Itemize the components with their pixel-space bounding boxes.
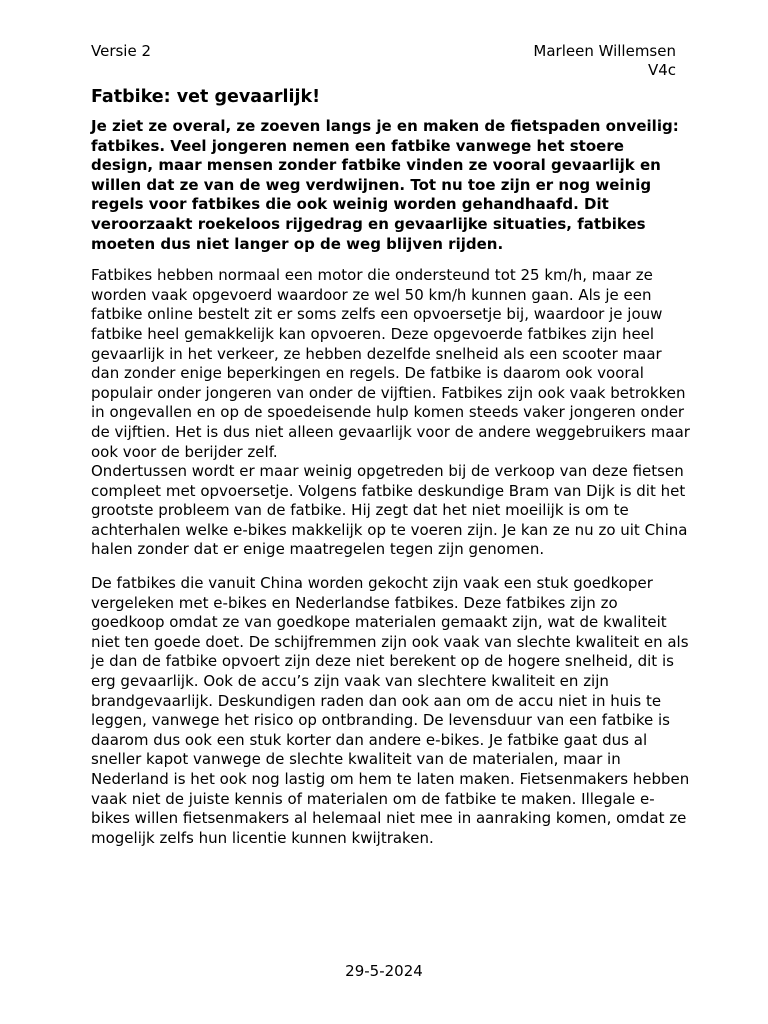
document-body	[91, 117, 691, 848]
footer-date: 29-5-2024	[345, 962, 423, 980]
version-label: Versie 2	[91, 42, 152, 60]
class-label: V4c	[647, 61, 676, 79]
paragraph-spacer	[91, 560, 691, 574]
author-block	[533, 42, 676, 80]
body-paragraph: De fatbikes die vanuit China worden gekocht zijn vaak een stuk goedkoper vergeleken met e-bikes en Nederlandse fatbikes. Deze fatbikes zijn zo goedkoop omdat ze van goedkope materialen gemaakt zijn, wat de kwaliteit niet ten goede doet. De schijfremmen zijn ook vaak van slechte kwaliteit en als je dan de fatbike opvoert zijn deze niet berekent op de hogere snelheid, dit is erg gevaarlijk. Ook de accu’s zijn vaak van slechtere kwaliteit en zijn brandgevaarlijk. Deskundigen raden dan ook aan om de accu niet in huis te leggen, vanwege het risico op ontbranding. De levensduur van een fatbike is daarom dus ook een stuk korter dan andere e-bikes. Je fatbike gaat dus al sneller kapot vanwege de slechte kwaliteit van de materialen, maar in Nederland is het ook nog lastig om hem te laten maken. Fietsenmakers hebben vaak niet de juiste kennis of materialen om de fatbike te maken. Illegale e-bikes willen fietsenmakers al helemaal niet mee in aanraking komen, omdat ze mogelijk zelfs hun licentie kunnen kwijtraken.	[91, 574, 690, 847]
lead-paragraph: Je ziet ze overal, ze zoeven langs je en maken de fietspaden onveilig: fatbikes. Veel jongeren nemen een fatbike vanwege het stoere design, maar mensen zonder fatbike vinden ze vooral gevaarlijk en willen dat ze van de weg verdwijnen. Tot nu toe zijn er nog weinig regels voor fatbikes die ook weinig worden gehandhaafd. Dit veroorzaakt roekeloos rijgedrag en gevaarlijke situaties, fatbikes moeten dus niet langer op de weg blijven rijden.	[91, 117, 679, 253]
body-paragraph: Fatbikes hebben normaal een motor die ondersteund tot 25 km/h, maar ze worden vaak opgevoerd waardoor ze wel 50 km/h kunnen gaan. Als je een fatbike online bestelt zit er soms zelfs een opvoersetje bij, waardoor je jouw fatbike heel gemakkelijk kan opvoeren. Deze opgevoerde fatbikes zijn heel gevaarlijk in het verkeer, ze hebben dezelfde snelheid als een scooter maar dan zonder enige beperkingen en regels. De fatbike is daarom ook vooral populair onder jongeren van onder de vijftien. Fatbikes zijn ook vaak betrokken in ongevallen en op de spoedeisende hulp komen steeds vaker jongeren onder de vijftien. Het is dus niet alleen gevaarlijk voor de andere weggebruikers maar ook voor de berijder zelf.	[91, 266, 690, 461]
body-paragraph: Ondertussen wordt er maar weinig opgetreden bij de verkoop van deze fietsen compleet met opvoersetje. Volgens fatbike deskundige Bram van Dijk is dit het grootste probleem van de fatbike. Hij zegt dat het niet moeilijk is om te achterhalen welke e-bikes makkelijk op te voeren zijn. Je kan ze nu zo uit China halen zonder dat er enige maatregelen tegen zijn genomen.	[91, 462, 688, 559]
author-name: Marleen Willemsen	[533, 42, 676, 60]
document-title: Fatbike: vet gevaarlijk!	[91, 87, 321, 107]
